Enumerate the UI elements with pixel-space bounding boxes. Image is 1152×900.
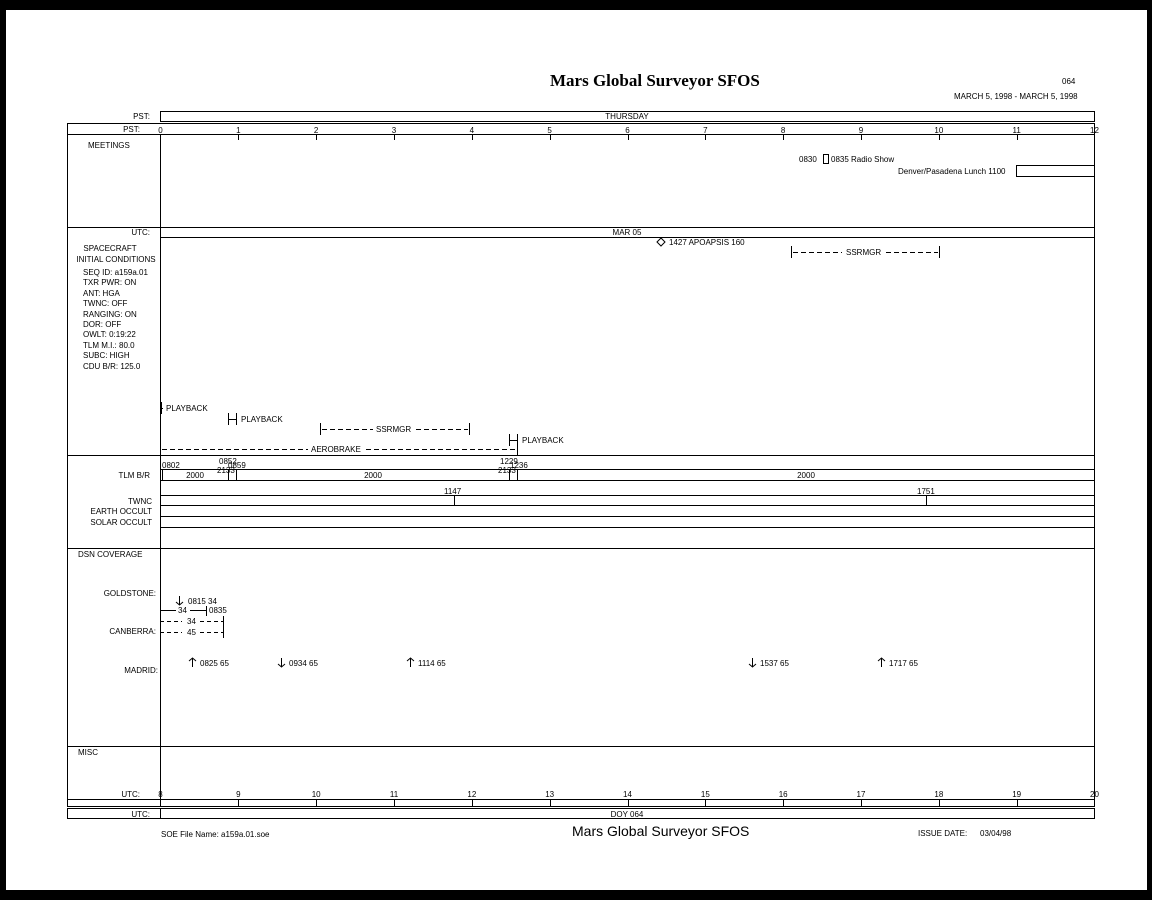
initial-condition: SUBC: HIGH: [83, 351, 130, 361]
sfos-sheet: [6, 10, 1147, 890]
madrid-pass-1: 0825 65: [200, 659, 229, 668]
tlm-time-1229: 1229: [500, 457, 518, 466]
utc-hour-tick-label: 12: [467, 790, 477, 799]
twnc-label: TWNC: [128, 497, 152, 506]
initial-condition: CDU B/R: 125.0: [83, 361, 141, 371]
misc-label: MISC: [78, 748, 98, 757]
pst-hour-tick-label: 9: [858, 126, 864, 135]
tlm-value-2133b: 2133: [498, 466, 516, 475]
pst-hour-tick-label: 1: [236, 126, 241, 135]
pst-hour-tick-label: 10: [934, 126, 944, 135]
pst-day-label: PST:: [133, 112, 150, 121]
pst-hour-tick-label: 7: [703, 126, 708, 135]
meetings-label: MEETINGS: [88, 141, 130, 150]
date-range: MARCH 5, 1998 - MARCH 5, 1998: [954, 92, 1078, 101]
earth-occult-label: EARTH OCCULT: [90, 507, 152, 516]
utc-top-date: MAR 05: [612, 228, 642, 237]
utc-bottom-label: UTC:: [121, 790, 140, 799]
solar-occult-label: SOLAR OCCULT: [90, 518, 152, 527]
utc-hour-tick-label: 18: [934, 790, 944, 799]
tlm-time-0852: 0852: [219, 457, 237, 466]
pst-hour-tick-label: 6: [625, 126, 630, 135]
pst-hour-tick-label: 4: [469, 126, 475, 135]
utc-top-label: UTC:: [131, 228, 150, 237]
issue-date-label: ISSUE DATE:: [918, 829, 968, 838]
initial-condition: TXR PWR: ON: [83, 278, 137, 288]
utc-hour-tick-label: 9: [236, 790, 241, 799]
pst-hour-tick-label: 0: [158, 126, 163, 135]
pst-hour-tick-label: 2: [313, 126, 319, 135]
twnc-time-1: 1147: [444, 487, 462, 496]
canberra-pass-1: 34: [187, 617, 196, 626]
utc-hour-tick-label: 11: [389, 790, 399, 799]
lunch-meeting: Denver/Pasadena Lunch 1100: [898, 167, 1006, 176]
pst-hour-tick-label: 5: [547, 126, 552, 135]
goldstone-pass-1: 0815 34: [188, 597, 217, 606]
tlm-rate-3: 2000: [797, 471, 815, 480]
playback-3: PLAYBACK: [522, 436, 564, 445]
madrid-pass-2: 0934 65: [289, 659, 318, 668]
goldstone-pass-2-antenna: 34: [178, 606, 187, 615]
goldstone-label: GOLDSTONE:: [103, 589, 156, 598]
issue-date: 03/04/98: [980, 829, 1012, 838]
madrid-label: MADRID:: [124, 666, 158, 675]
utc-hour-tick-label: 10: [311, 790, 321, 799]
soe-file-name: SOE File Name: a159a.01.soe: [161, 830, 270, 839]
radio-show-start: 0830: [799, 155, 817, 164]
dsn-arrows: [176, 596, 885, 667]
madrid-pass-3: 1114 65: [418, 659, 446, 668]
utc-doy: DOY 064: [610, 810, 644, 819]
utc-hour-tick-label: 15: [700, 790, 710, 799]
initial-condition: DOR: OFF: [83, 320, 122, 329]
utc-hour-tick-label: 16: [778, 790, 788, 799]
utc-hour-tick-label: 20: [1090, 790, 1099, 799]
pst-hour-tick-label: 12: [1090, 126, 1099, 135]
utc-hour-tick-label: 17: [856, 790, 866, 799]
initial-condition: TLM M.I.: 80.0: [83, 340, 135, 350]
tlm-value-2133a: 2133: [217, 466, 235, 475]
utc-hour-tick-label: 8: [158, 790, 163, 799]
pst-hour-tick-label: 8: [780, 126, 786, 135]
initial-condition: ANT: HGA: [83, 288, 120, 298]
initial-condition: RANGING: ON: [83, 309, 137, 319]
radio-show: 0835 Radio Show: [831, 155, 895, 164]
ssrmgr-label-1: SSRMGR: [846, 248, 882, 257]
madrid-pass-5: 1717 65: [889, 659, 918, 668]
initial-condition: SEQ ID: a159a.01: [83, 268, 148, 277]
apoapsis: 1427 APOAPSIS 160: [669, 238, 745, 247]
tlm-rate-2: 2000: [364, 471, 382, 480]
goldstone-pass-2-time: 0835: [209, 606, 227, 615]
ssrmgr-label-2: SSRMGR: [376, 425, 412, 434]
tlm-label: TLM B/R: [118, 471, 150, 480]
aerobrake: AEROBRAKE: [311, 445, 361, 454]
twnc-time-2: 1751: [917, 487, 935, 496]
spacecraft-subtitle: INITIAL CONDITIONS: [76, 255, 156, 264]
utc-doy-label: UTC:: [131, 810, 150, 819]
pst-hour-tick-label: 3: [391, 126, 397, 135]
tlm-time-1236: 1236: [510, 461, 528, 470]
spacecraft-title: SPACECRAFT: [83, 244, 137, 253]
pst-day: THURSDAY: [605, 112, 649, 121]
initial-condition: OWLT: 0:19:22: [83, 330, 136, 340]
utc-hour-tick-label: 19: [1012, 790, 1022, 799]
playback-1: PLAYBACK: [166, 404, 208, 413]
playback-2: PLAYBACK: [241, 415, 283, 424]
page-title: Mars Global Surveyor SFOS: [550, 71, 760, 90]
canberra-pass-2: 45: [187, 628, 196, 637]
pst-hour-tick-label: 11: [1012, 126, 1021, 135]
footer-title: Mars Global Surveyor SFOS: [572, 823, 750, 839]
tlm-time-0859: 0859: [228, 461, 246, 470]
tlm-rate-1: 2000: [186, 471, 204, 480]
dsn-coverage-label: DSN COVERAGE: [78, 550, 143, 559]
initial-condition: TWNC: OFF: [83, 299, 128, 309]
pst-hours-label: PST:: [123, 125, 140, 134]
canberra-label: CANBERRA:: [109, 627, 156, 636]
tlm-time-0802: 0802: [162, 461, 180, 470]
doy-label: 064: [1062, 77, 1076, 86]
utc-hour-tick-label: 13: [545, 790, 555, 799]
chart-grid: [6, 10, 1147, 890]
utc-hour-tick-label: 14: [623, 790, 632, 799]
madrid-pass-4: 1537 65: [760, 659, 789, 668]
